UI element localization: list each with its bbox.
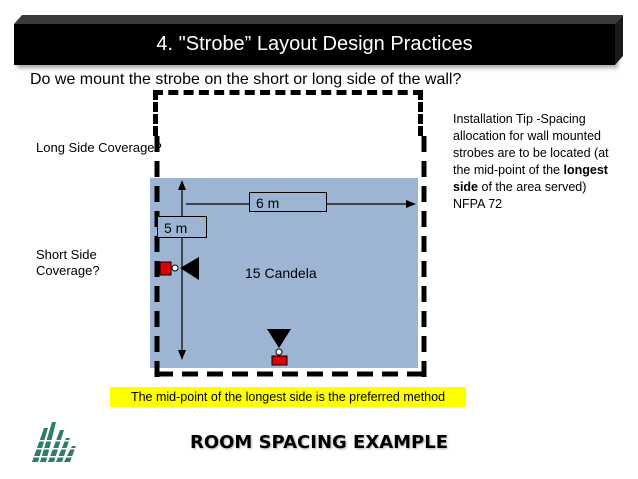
tip-text-suffix: of the area served) NFPA 72 bbox=[453, 180, 587, 211]
preferred-method-callout: The mid-point of the longest side is the preferred method bbox=[110, 387, 466, 407]
short-dimension-label: 5 m bbox=[157, 216, 207, 238]
question-text: Do we mount the strobe on the short or long side of the wall? bbox=[30, 71, 462, 88]
strobe-bottom-icon bbox=[267, 329, 291, 365]
strobe-left-icon bbox=[160, 257, 199, 280]
tip-text-prefix: Installation Tip -Spacing allocation for wall mounted strobes are to be located (at the mid-point of the bbox=[453, 112, 609, 177]
footer-heading: ROOM SPACING EXAMPLE bbox=[189, 432, 449, 453]
short-side-label: Short Side Coverage? bbox=[36, 247, 100, 278]
long-side-label: Long Side Coverage? bbox=[36, 140, 162, 155]
long-dimension-arrowhead bbox=[406, 200, 416, 208]
short-dimension-arrowhead-top bbox=[178, 180, 186, 190]
long-dimension-label: 6 m bbox=[249, 192, 327, 212]
short-dimension-arrowhead-bottom bbox=[178, 350, 186, 360]
tip-text-bold: longest side bbox=[453, 163, 608, 194]
slide-title: 4. "Strobe” Layout Design Practices bbox=[156, 33, 473, 55]
candela-label: 15 Candela bbox=[245, 265, 317, 281]
installation-tip bbox=[453, 111, 613, 213]
